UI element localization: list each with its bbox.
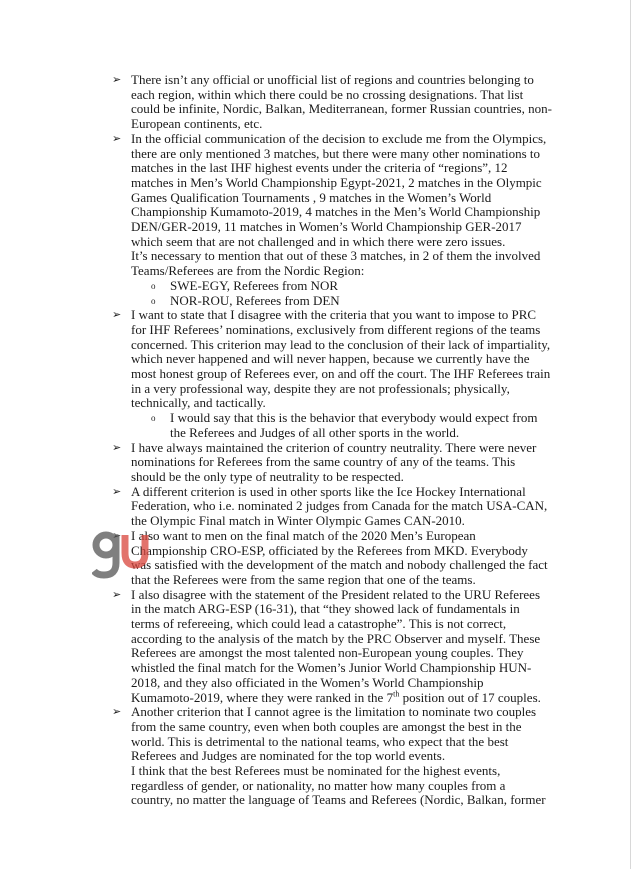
text-line: Referees are amongst the most talented non-European young couples. They [131,645,524,661]
text-line: I also want to men on the final match of the 2020 Men’s European [131,527,476,543]
arrow-bullet-icon: ➢ [112,132,122,145]
text-line: which seem that are not challenged and in which there were zero issues. [131,233,506,249]
arrow-bullet-icon: ➢ [112,706,122,719]
circle-bullet-icon: o [151,280,156,291]
text-line: from the same country, even when both couples are amongst the best in the [131,718,522,734]
text-line: nominations for Referees from the same country of any of the teams. This [131,454,516,470]
document-body [112,72,552,808]
arrow-bullet-icon: ➢ [112,588,122,601]
text-line: I have always maintained the criterion of country neutrality. There were never [131,439,537,455]
arrow-bullet-icon: ➢ [112,529,122,542]
text-line: concerned. This criterion may lead to the conclusion of their lack of impartiality, [131,336,551,352]
text-line: Games Qualification Tournaments , 9 matches in the Women’s World [131,189,492,205]
text-line: Federation, who i.e. nominated 2 judges from Canada for the match USA-CAN, [131,498,548,514]
text-line: technically, and tactically. [131,395,266,411]
bullet-item [112,130,547,279]
text-line: world. This is detrimental to the national teams, who expect that the best [131,733,509,749]
text-line: should be the only type of neutrality to be respected. [131,468,404,484]
text-line: for IHF Referees’ nominations, exclusively from different regions of the teams [131,321,541,337]
text-line: Referees and Judges are nominated for the top world events. [131,748,446,764]
text-line: terms of refereeing, which could lead a catastrophe”. This is not correct, [131,616,507,632]
sub-bullet-item [112,411,542,440]
bullet-item [112,527,548,588]
bullet-item [112,72,552,132]
text-line: Another criterion that I cannot agree is the limitation to nominate two couples [131,704,537,720]
text-line: European continents, etc. [131,116,263,132]
bullet-item [112,483,548,529]
text-line: matches in Men’s World Championship Egypt-2021, 2 matches in the Olympic [131,174,542,190]
text-line: NOR-ROU, Referees from DEN [170,292,340,308]
circle-bullet-icon: o [151,295,156,306]
text-line: In the official communication of the decision to exclude me from the Olympics, [131,130,547,146]
text-line: I would say that this is the behavior that everybody would expect from [170,410,538,426]
text-line: was satisfied with the development of the match and nobody challenged the fact [131,557,548,573]
text-line: could be infinite, Nordic, Balkan, Mediterranean, former Russian countries, non- [131,101,552,117]
text-line: I also disagree with the statement of the President related to the URU Referees [131,586,541,602]
sub-bullet-item [112,279,542,294]
text-line: matches in the last IHF highest events under the criteria of “regions”, 12 [131,160,508,176]
text-line: most honest group of Referees ever, on and off the court. The IHF Referees train [131,366,551,382]
text-line: Kumamoto-2019, where they were ranked in the 7th position out of 17 couples. [131,689,541,705]
text-line: the Olympic Final match in Winter Olympic Games CAN-2010. [131,513,465,529]
text-line: in the match ARG-ESP (16-31), that “they showed lack of fundamentals in [131,601,520,617]
bullet-item [112,588,542,706]
text-line: in a very professional way, despite they are not professionals; physically, [131,380,510,396]
text-line: according to the analysis of the match by the PRC Observer and myself. These [131,630,541,646]
text-line: I want to state that I disagree with the criteria that you want to impose to PRC [131,307,537,323]
text-line: It’s necessary to mention that out of these 3 matches, in 2 of them the involved [131,248,541,264]
text-line: each region, within which there could be no crossing designations. That list [131,86,524,102]
text-line: Championship Kumamoto-2019, 4 matches in the Men’s World Championship [131,204,541,220]
text-line: 2018, and they also officiated in the Women’s World Championship [131,674,484,690]
text-line: country, no matter the language of Teams and Referees (Nordic, Balkan, former [131,792,546,808]
text-line: A different criterion is used in other sports like the Ice Hockey International [131,483,526,499]
text-line: DEN/GER-2019, 11 matches in Women’s World Championship GER-2017 [131,219,522,235]
text-line: I think that the best Referees must be nominated for the highest events, [131,763,501,779]
text-line: There isn’t any official or unofficial list of regions and countries belonging to [131,72,534,87]
arrow-bullet-icon: ➢ [112,485,122,498]
bullet-item [112,441,542,485]
text-line: Championship CRO-ESP, officiated by the Referees from MKD. Everybody [131,542,528,558]
text-line: regardless of gender, or nationality, no matter how many couples from a [131,777,506,793]
text-line: SWE-EGY, Referees from NOR [170,277,338,293]
arrow-bullet-icon: ➢ [112,74,122,86]
circle-bullet-icon: o [151,413,156,424]
text-line: that the Referees were from the same region that one of the teams. [131,571,476,587]
bullet-item [112,704,546,808]
text-line: the Referees and Judges of all other sports in the world. [170,424,460,440]
text-line: which never happened and will never happen, because we currently have the [131,351,530,367]
arrow-bullet-icon: ➢ [112,441,122,454]
text-line: there are only mentioned 3 matches, but there were many other nominations to [131,145,541,161]
bullet-item [112,307,551,411]
sub-bullet-item [112,294,542,309]
text-line: Teams/Referees are from the Nordic Region: [131,263,365,279]
arrow-bullet-icon: ➢ [112,309,122,322]
text-line: whistled the final match for the Women’s Junior World Championship HUN- [131,660,532,676]
